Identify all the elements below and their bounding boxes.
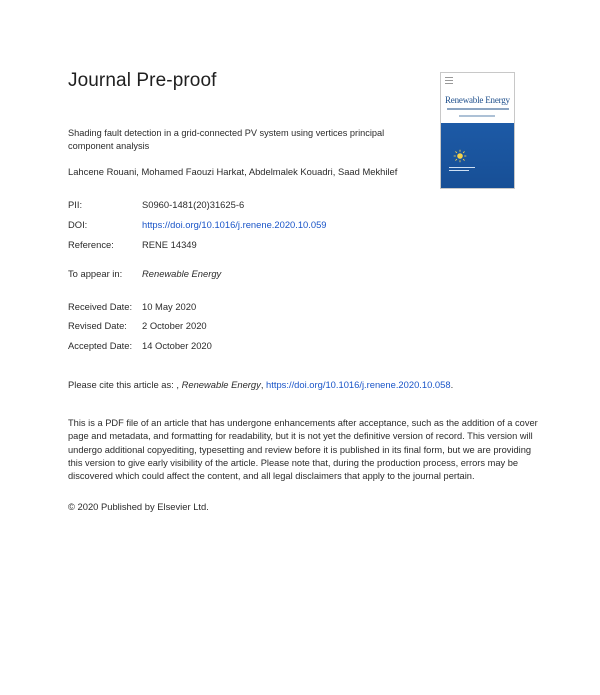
- citation-separator: ,: [260, 379, 264, 390]
- journal-title: Journal Pre-proof: [68, 70, 217, 91]
- meta-doi-row: [68, 219, 327, 230]
- article-title: Shading fault detection in a grid-connected PV system using vertices principal component analysis: [68, 128, 385, 151]
- accepted-label: Accepted Date:: [68, 340, 133, 351]
- copyright-notice: © 2020 Published by Elsevier Ltd.: [68, 501, 209, 512]
- cover-journal-name: Renewable Energy: [445, 95, 510, 105]
- revised-value: 2 October 2020: [142, 320, 207, 331]
- disclaimer-paragraph: This is a PDF file of an article that has undergone enhancements after acceptance, such as the addition of a cover page and metadata, and formatting for readability, but it is not yet the definitive version of record. This version will undergo additional copyediting, typesetting and review before it is published in its final form, but we are providing this version to give early visibility of the article. Please note that, during the production process, errors may be discovered which could affect the content, and all legal disclaimers that apply to the journal pertain.: [68, 418, 538, 482]
- cover-publisher-mark: [445, 77, 453, 87]
- accepted-value: 14 October 2020: [142, 340, 212, 351]
- meta-appear-row: [68, 268, 221, 279]
- journal-cover-thumbnail: [440, 72, 515, 189]
- sun-icon: [453, 149, 467, 163]
- pii-label: PII:: [68, 199, 83, 210]
- cover-text-line: [449, 167, 475, 168]
- citation-prefix: Please cite this article as: ,: [68, 379, 179, 390]
- meta-pii-row: [68, 199, 244, 210]
- cover-subtitle-line-2: [459, 115, 495, 117]
- citation-journal: Renewable Energy: [181, 379, 261, 390]
- reference-label: Reference:: [68, 239, 114, 250]
- received-value: 10 May 2020: [142, 301, 197, 312]
- article-authors: Lahcene Rouani, Mohamed Faouzi Harkat, Abdelmalek Kouadri, Saad Mekhilef: [68, 166, 398, 177]
- meta-reference-row: [68, 239, 197, 250]
- cover-blue-panel: [441, 123, 514, 188]
- citation-suffix: .: [450, 379, 454, 390]
- cover-text-line-2: [449, 170, 469, 171]
- meta-received-row: [68, 301, 196, 312]
- cover-subtitle-line: [447, 108, 509, 110]
- appear-value: Renewable Energy: [142, 268, 222, 279]
- revised-label: Revised Date:: [68, 320, 127, 331]
- pii-value: S0960-1481(20)31625-6: [142, 199, 245, 210]
- citation-line: [68, 379, 453, 390]
- appear-label: To appear in:: [68, 268, 123, 279]
- reference-value: RENE 14349: [142, 239, 197, 250]
- doi-link[interactable]: https://doi.org/10.1016/j.renene.2020.10.059: [142, 219, 327, 230]
- doi-label: DOI:: [68, 219, 88, 230]
- citation-doi-link[interactable]: https://doi.org/10.1016/j.renene.2020.10.058: [266, 379, 451, 390]
- meta-revised-row: [68, 320, 207, 331]
- meta-accepted-row: [68, 340, 212, 351]
- received-label: Received Date:: [68, 301, 133, 312]
